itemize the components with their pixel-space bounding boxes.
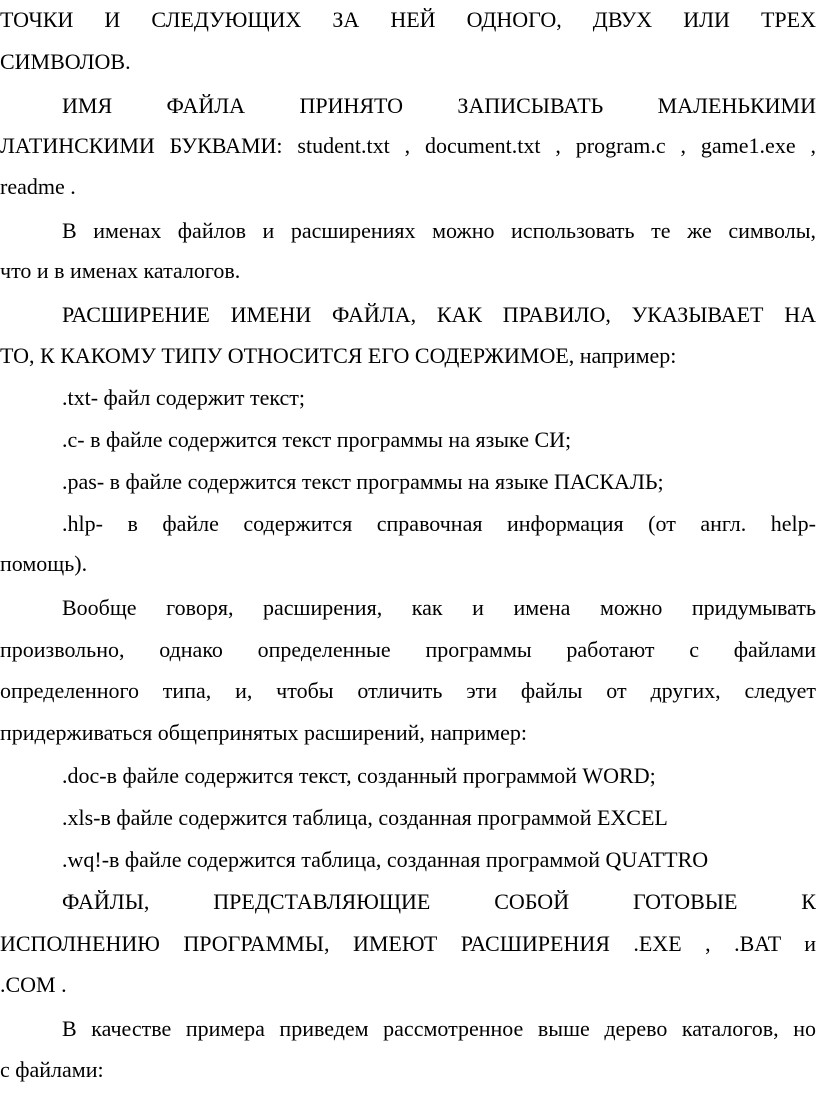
text-line: .COM . bbox=[0, 972, 67, 997]
text-line: .txt- файл содержит текст; bbox=[62, 385, 306, 410]
text-line: .doc-в файле содержится текст, созданный программой WORD; bbox=[62, 763, 656, 788]
text-line: придерживаться общепринятых расширений, например: bbox=[0, 720, 527, 745]
text-line: .pas- в файле содержится текст программы на языке ПАСКАЛЬ; bbox=[62, 469, 664, 494]
text-line: произвольно, однако определенные программы работают с файлами bbox=[0, 637, 816, 662]
text-line: что и в именах каталогов. bbox=[0, 258, 241, 283]
text-line: помощь). bbox=[0, 551, 88, 576]
text-line: с файлами: bbox=[0, 1057, 104, 1082]
text-line: readme . bbox=[0, 174, 76, 199]
text-line: ИМЯ ФАЙЛА ПРИНЯТО ЗАПИСЫВАТЬ МАЛЕНЬКИМИ bbox=[62, 93, 816, 118]
text-line: Вообще говоря, расширения, как и имена можно придумывать bbox=[62, 595, 816, 620]
text-line: РАСШИРЕНИЕ ИМЕНИ ФАЙЛА, КАК ПРАВИЛО, УКАЗЫВАЕТ НА bbox=[62, 302, 816, 327]
text-line: .wq!-в файле содержится таблица, созданная программой QUATTRO bbox=[62, 847, 709, 872]
text-line: ЛАТИНСКИМИ БУКВАМИ: student.txt , document.txt , program.c , game1.exe , bbox=[0, 133, 816, 158]
text-line: .xls-в файле содержится таблица, созданная программой EXCEL bbox=[62, 805, 668, 830]
text-line: .c- в файле содержится текст программы на языке СИ; bbox=[62, 427, 572, 452]
text-line: СИМВОЛОВ. bbox=[0, 49, 131, 74]
text-line: В именах файлов и расширениях можно использовать те же символы, bbox=[62, 218, 816, 243]
text-line: ТО, К КАКОМУ ТИПУ ОТНОСИТСЯ ЕГО СОДЕРЖИМОЕ, например: bbox=[0, 343, 677, 368]
text-line: ФАЙЛЫ, ПРЕДСТАВЛЯЮЩИЕ СОБОЙ ГОТОВЫЕ К bbox=[62, 889, 816, 914]
text-line: ТОЧКИ И СЛЕДУЮЩИХ ЗА НЕЙ ОДНОГО, ДВУХ ИЛИ ТРЕХ bbox=[0, 7, 816, 32]
text-line: В качестве примера приведем рассмотренное выше дерево каталогов, но bbox=[62, 1016, 816, 1041]
text-line: ИСПОЛНЕНИЮ ПРОГРАММЫ, ИМЕЮТ РАСШИРЕНИЯ .EXE , .BAT и bbox=[0, 931, 816, 956]
text-line: .hlp- в файле содержится справочная информация (от англ. help- bbox=[62, 511, 816, 536]
text-line: определенного типа, и, чтобы отличить эти файлы от других, следует bbox=[0, 678, 816, 703]
